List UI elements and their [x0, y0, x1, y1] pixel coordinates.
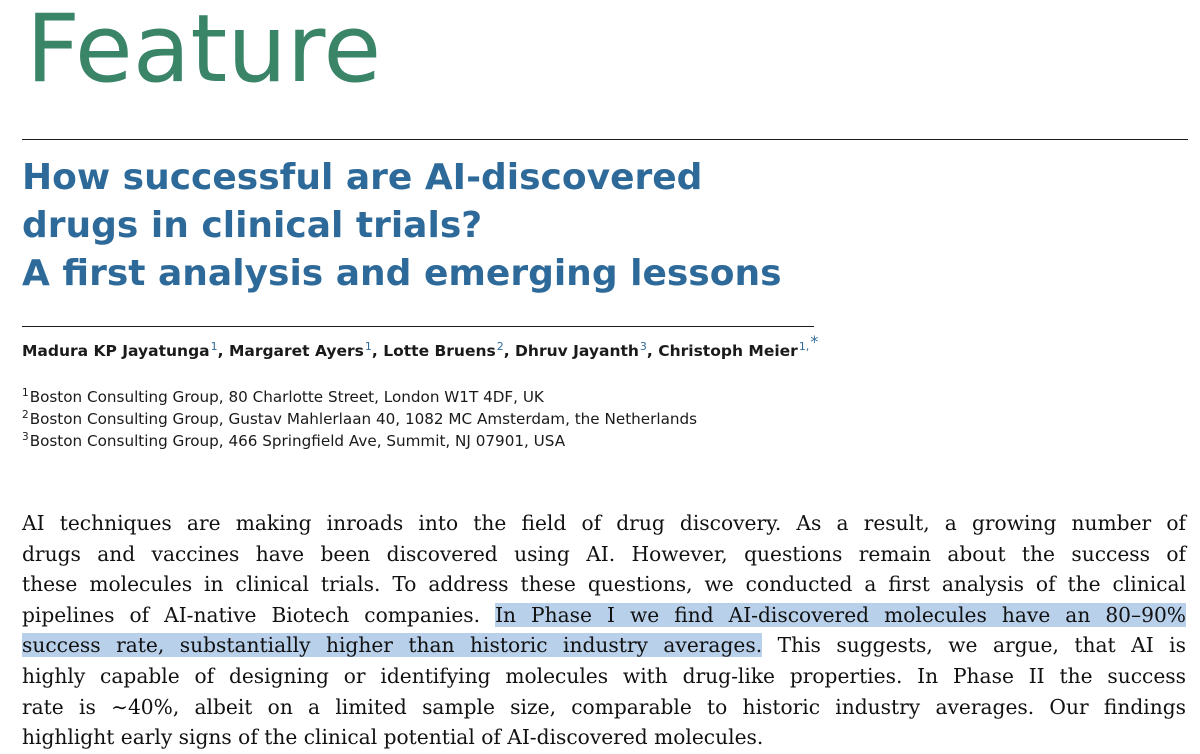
- abstract-line: highly capable of designing or identifying molecules with drug-like properties. In Phase II the success: [22, 663, 1186, 688]
- affiliation-text: Boston Consulting Group, 80 Charlotte Street, London W1T 4DF, UK: [29, 388, 544, 406]
- affiliation-text: Boston Consulting Group, Gustav Mahlerlaan 40, 1082 MC Amsterdam, the Netherlands: [29, 410, 698, 428]
- author-name: Dhruv Jayanth: [515, 342, 639, 360]
- affiliation-number: 1: [22, 387, 29, 399]
- abstract-line: these molecules in clinical trials. To address these questions, we conducted a first analysis of the clinical: [22, 572, 1186, 597]
- abstract-line: [22, 600, 1186, 631]
- author-separator: ,: [371, 342, 384, 360]
- abstract-text: pipelines of AI-native Biotech companies.: [22, 602, 496, 627]
- abstract-line: AI techniques are making inroads into the field of drug discovery. As a result, a growing number of: [22, 511, 1186, 535]
- author-list: [22, 332, 922, 360]
- affiliation-number: 3: [22, 431, 29, 443]
- affiliation-list: [22, 386, 922, 452]
- author-name: Margaret Ayers: [228, 342, 364, 360]
- affiliation-item: [22, 430, 922, 452]
- abstract-line: rate is ∼40%, albeit on a limited sample size, comparable to historic industry averages. Our findings: [22, 694, 1186, 719]
- abstract-line: highlight early signs of the clinical potential of AI-discovered molecules.: [22, 725, 764, 750]
- abstract-line: drugs and vaccines have been discovered using AI. However, questions remain about the success of: [22, 541, 1186, 566]
- author-affil-mark: 1: [210, 340, 218, 353]
- author-name: Lotte Bruens: [383, 342, 496, 360]
- affiliation-item: [22, 386, 922, 408]
- author-affil-mark: 2: [496, 340, 504, 353]
- title-line-3: A first analysis and emerging lessons: [22, 253, 782, 294]
- highlighted-text: success rate, substantially higher than historic industry averages.: [22, 633, 763, 658]
- title-line-2: drugs in clinical trials?: [22, 205, 483, 246]
- affiliation-number: 2: [22, 409, 29, 421]
- author-name: Christoph Meier: [658, 342, 798, 360]
- author-affil-mark: 1,: [798, 340, 810, 353]
- authors-rule: [22, 326, 814, 327]
- section-label: Feature: [26, 0, 382, 104]
- title-line-1: How successful are AI-discovered: [22, 157, 703, 198]
- author-affil-mark: 3: [639, 340, 647, 353]
- author-separator: ,: [646, 342, 659, 360]
- affiliation-item: [22, 408, 922, 430]
- abstract-line: [22, 630, 1186, 661]
- abstract-paragraph: [22, 508, 1186, 753]
- author-affil-mark: 1: [364, 340, 372, 353]
- affiliation-text: Boston Consulting Group, 466 Springfield Ave, Summit, NJ 07901, USA: [29, 432, 566, 450]
- highlighted-text: In Phase I we find AI-discovered molecules have an 80–90%: [495, 602, 1186, 627]
- corresponding-author-mark: *: [810, 332, 819, 351]
- author-separator: ,: [503, 342, 516, 360]
- article-title: [22, 154, 922, 298]
- author-separator: ,: [217, 342, 229, 360]
- header-rule: [22, 139, 1188, 140]
- abstract-text: This suggests, we argue, that AI is: [762, 633, 1186, 658]
- author-name: Madura KP Jayatunga: [22, 342, 210, 360]
